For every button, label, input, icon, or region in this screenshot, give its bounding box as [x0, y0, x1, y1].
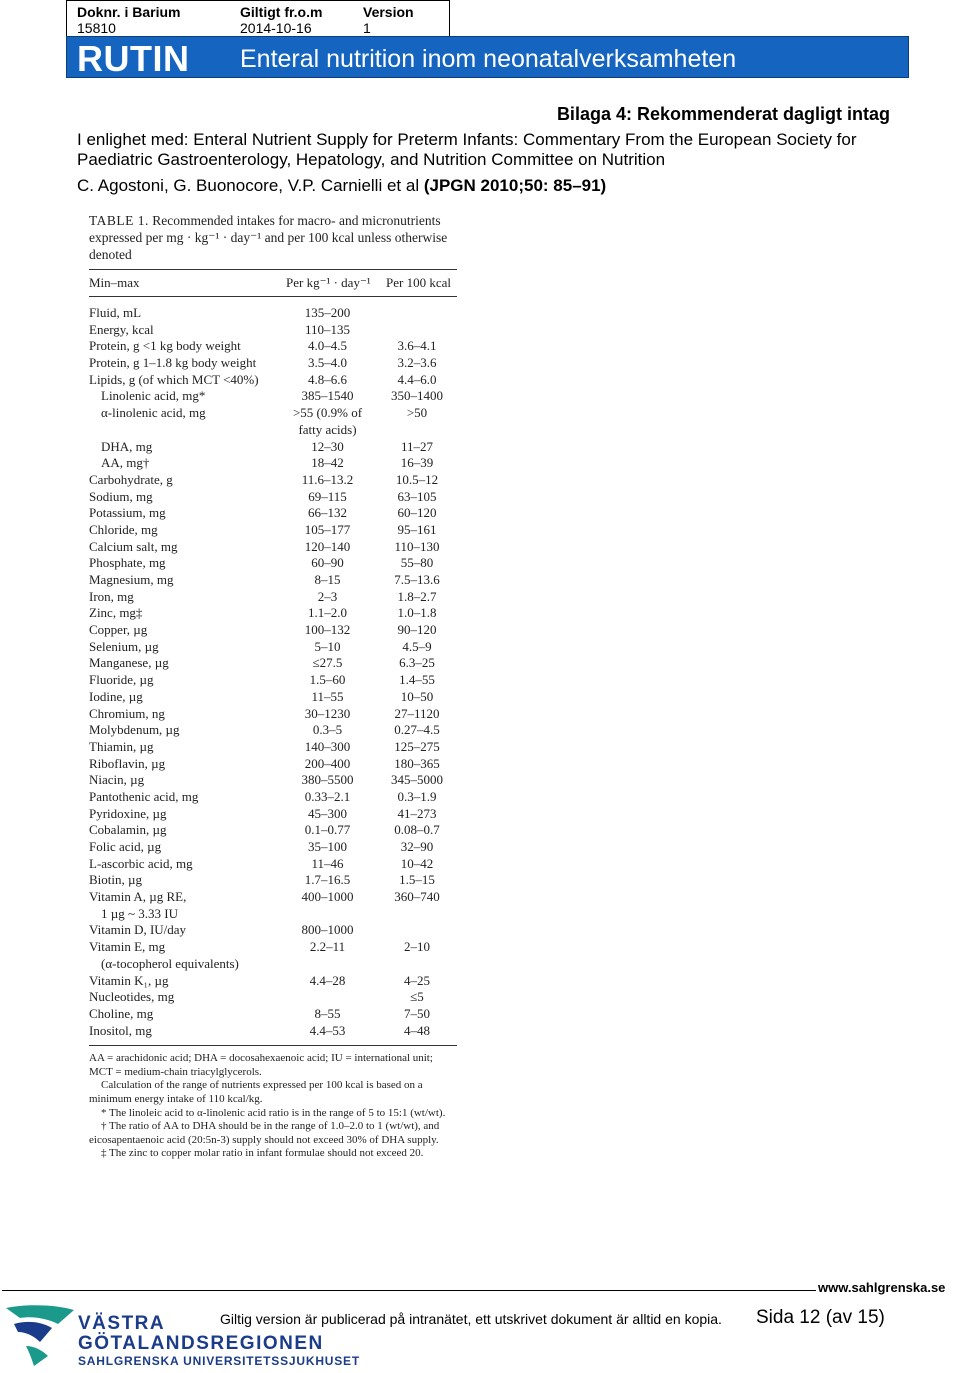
table-row [89, 305, 457, 322]
nutrient-label: Protein, g 1–1.8 kg body weight [89, 355, 257, 371]
per-100kcal-value: 345–5000 [391, 772, 443, 788]
per-kg-value: 110–135 [304, 321, 351, 337]
per-100kcal-value: 350–1400 [391, 388, 443, 404]
nutrient-label: Copper, µg [89, 622, 148, 638]
nutrient-label: Vitamin D, IU/day [89, 922, 187, 938]
table-caption-text: Recommended intakes for macro- and micronutrients expressed per mg · kg⁻¹ · day⁻¹ and per 100 kcal unless otherwise denoted [89, 213, 448, 262]
nutrient-label: Pantothenic acid, mg [89, 788, 199, 804]
per-kg-value: 0.33–2.1 [304, 788, 351, 804]
per-kg-value: 4.4–53 [309, 1022, 346, 1038]
table-row [89, 572, 457, 589]
per-100kcal-value: ≤5 [410, 989, 424, 1005]
table-row [89, 739, 457, 756]
doc-number-label: Doknr. i Barium [77, 4, 181, 20]
table-row [89, 355, 457, 372]
nutrient-label: Chromium, ng [89, 705, 165, 721]
table-caption [89, 212, 457, 263]
table-row [89, 489, 457, 506]
table-row [89, 505, 457, 522]
per-kg-value: 200–400 [304, 755, 351, 771]
nutrient-label: Inositol, mg [89, 1022, 152, 1038]
per-100kcal-value: 10–50 [400, 688, 434, 704]
table-row [89, 839, 457, 856]
per-kg-value: 35–100 [308, 839, 347, 854]
per-100kcal-value: 55–80 [400, 555, 434, 571]
column-header-per-100kcal: Per 100 kcal [386, 275, 451, 290]
per-kg-value: 1.5–60 [309, 672, 346, 688]
table-row [89, 1006, 457, 1023]
per-100kcal-value: 0.27–4.5 [394, 722, 440, 738]
nutrient-label: Biotin, µg [89, 872, 142, 888]
valid-from-label: Giltigt fr.o.m [240, 4, 323, 20]
per-kg-value: 1.1–2.0 [308, 605, 347, 621]
table-row [89, 522, 457, 539]
table-row [89, 639, 457, 656]
table-row [89, 922, 457, 939]
per-kg-value: 2.2–11 [309, 939, 346, 955]
per-100kcal-value: 1.0–1.8 [397, 605, 437, 621]
per-100kcal-value: 1.8–2.7 [397, 588, 437, 604]
table-row [89, 772, 457, 789]
per-kg-value: 11.6–13.2 [301, 471, 354, 487]
nutrient-label: Potassium, mg [89, 505, 166, 521]
table-row [89, 372, 457, 389]
table-row [89, 405, 457, 422]
nutrient-label: AA, mg† [101, 455, 150, 471]
nutrient-label: Iodine, µg [89, 688, 143, 704]
per-100kcal-value: 95–161 [397, 521, 437, 537]
per-kg-value: 4.8–6.6 [308, 371, 347, 387]
source-intro: I enlighet med: Enteral Nutrient Supply for Preterm Infants: Commentary From the European Society for Paediatric Gastroenterology, Hepatology, and Nutrition Committee on Nutrition [77, 130, 857, 169]
table-row [89, 973, 457, 990]
nutrient-label: 1 µg ~ 3.33 IU [101, 905, 178, 921]
per-kg-value: 45–300 [308, 805, 347, 821]
nutrient-label: Iron, mg [89, 588, 134, 604]
per-kg-value: 2–3 [317, 588, 338, 604]
nutrient-label: Lipids, g (of which MCT <40%) [89, 371, 259, 387]
per-100kcal-value: 3.6–4.1 [397, 338, 437, 354]
logo-swoosh-teal-lower [26, 1346, 48, 1366]
per-100kcal-value: 6.3–25 [399, 655, 435, 671]
per-100kcal-value: 27–1120 [394, 705, 440, 721]
logo-swoosh-blue [14, 1322, 52, 1342]
table-footnote: * The linoleic acid to α-linolenic acid ratio is in the range of 5 to 15:1 (wt/wt). [101, 1106, 446, 1119]
nutrient-label: Protein, g <1 kg body weight [89, 338, 241, 354]
per-100kcal-value: 0.08–0.7 [394, 822, 440, 838]
per-100kcal-value: 4–48 [404, 1022, 430, 1038]
nutrient-label: Niacin, µg [89, 772, 145, 788]
table-row [89, 622, 457, 639]
per-100kcal-value: 125–275 [394, 738, 440, 754]
per-100kcal-value: 32–90 [400, 839, 434, 854]
nutrient-label: Zinc, mg‡ [89, 605, 143, 621]
document-type: RUTIN [77, 38, 190, 79]
per-100kcal-value: 41–273 [397, 805, 437, 821]
table-row [89, 872, 457, 889]
per-kg-value: ≤27.5 [312, 655, 343, 671]
per-100kcal-value: 0.3–1.9 [397, 788, 437, 804]
nutrient-label: Selenium, µg [89, 638, 159, 654]
nutrient-label: Magnesium, mg [89, 572, 174, 587]
table-footnote: † The ratio of AA to DHA should be in the range of 1.0–2.0 to 1 (wt/wt), and eicosapentaenoic acid (20:5n-3) supply should not exceed 30% of DHA supply. [89, 1120, 440, 1146]
nutrient-table [89, 212, 457, 1161]
per-100kcal-value: 10.5–12 [395, 471, 439, 487]
footer-notice: Giltig version är publicerad på intranätet, ett utskrivet dokument är alltid en kopia. [220, 1311, 722, 1327]
per-kg-value: 8–15 [314, 572, 341, 587]
column-header-range: Min–max [89, 275, 140, 290]
per-100kcal-value: 1.5–15 [399, 872, 435, 888]
nutrient-label: Phosphate, mg [89, 555, 166, 571]
table-row [89, 939, 457, 956]
per-100kcal-value: 360–740 [394, 889, 440, 905]
column-header-per-kg: Per kg⁻¹ · day⁻¹ [286, 275, 371, 290]
table-footnote: Calculation of the range of nutrients expressed per 100 kcal is based on a minimum energy intake of 110 kcal/kg. [89, 1079, 423, 1106]
table-row [89, 338, 457, 355]
nutrient-label: Vitamin K₁, µg [89, 972, 169, 988]
logo-swoosh-teal [6, 1305, 74, 1324]
nutrient-label: Thiamin, µg [89, 738, 154, 754]
nutrient-label: Molybdenum, µg [89, 722, 180, 738]
per-100kcal-value: 110–130 [394, 538, 440, 554]
table-row [89, 472, 457, 489]
per-kg-value: 105–177 [304, 521, 351, 537]
table-row [89, 439, 457, 456]
nutrient-label: Carbohydrate, g [89, 471, 173, 487]
per-100kcal-value: 4–25 [404, 972, 430, 988]
nutrient-label: L-ascorbic acid, mg [89, 855, 193, 871]
nutrient-label: Calcium salt, mg [89, 538, 178, 554]
per-kg-value: 5–10 [314, 638, 341, 654]
table-row [89, 422, 457, 439]
per-kg-value: 380–5500 [301, 772, 354, 788]
org-name-line1: VÄSTRA [78, 1313, 166, 1334]
table-footnotes [89, 1046, 457, 1161]
per-kg-value: 0.1–0.77 [304, 822, 351, 838]
table-row [89, 388, 457, 405]
org-name-line3: SAHLGRENSKA UNIVERSITETSSJUKHUSET [78, 1354, 360, 1368]
per-kg-value: 4.4–28 [309, 972, 346, 988]
document-meta-box [66, 0, 450, 36]
per-kg-value: 18–42 [311, 455, 344, 471]
per-kg-value: 69–115 [308, 488, 347, 504]
per-kg-value: 800–1000 [301, 922, 354, 938]
nutrient-label: Sodium, mg [89, 488, 153, 504]
nutrient-label: Fluid, mL [89, 305, 142, 320]
table-row [89, 856, 457, 873]
org-name-line2: GÖTALANDSREGIONEN [78, 1333, 324, 1354]
per-kg-value: 3.5–4.0 [308, 355, 347, 371]
per-100kcal-value: 10–42 [400, 855, 434, 871]
table-row [89, 806, 457, 823]
per-100kcal-value: 16–39 [400, 455, 434, 471]
per-100kcal-value: >50 [406, 405, 428, 421]
table-row [89, 706, 457, 723]
table-body [89, 297, 457, 1039]
table-row [89, 789, 457, 806]
per-kg-value: 140–300 [304, 738, 351, 754]
table-header [89, 270, 457, 296]
table-row [89, 455, 457, 472]
per-100kcal-value: 180–365 [394, 755, 440, 771]
footer-url[interactable]: www.sahlgrenska.se [818, 1280, 946, 1295]
nutrient-label: Vitamin E, mg [89, 939, 166, 955]
table-footnote: AA = arachidonic acid; DHA = docosahexaenoic acid; IU = international unit; MCT = medium-chain triacylglycerols. [89, 1052, 433, 1078]
nutrient-label: Fluoride, µg [89, 672, 154, 688]
nutrient-label: Cobalamin, µg [89, 822, 167, 838]
table-row [89, 655, 457, 672]
per-kg-value: 135–200 [304, 305, 351, 320]
per-100kcal-value: 4.4–6.0 [397, 371, 437, 387]
table-row [89, 722, 457, 739]
per-kg-value: fatty acids) [298, 421, 357, 437]
author-list: C. Agostoni, G. Buonocore, V.P. Carnielli et al [77, 176, 420, 195]
table-row [89, 589, 457, 606]
per-100kcal-value: 4.5–9 [402, 638, 432, 654]
table-row [89, 1023, 457, 1040]
per-kg-value: 400–1000 [301, 889, 354, 905]
per-100kcal-value: 7.5–13.6 [394, 572, 440, 587]
per-kg-value: >55 (0.9% of [292, 405, 363, 421]
per-kg-value: 100–132 [304, 622, 351, 638]
nutrient-label: Chloride, mg [89, 521, 158, 537]
nutrient-label: Pyridoxine, µg [89, 805, 167, 821]
per-100kcal-value: 3.2–3.6 [397, 355, 437, 371]
nutrient-label: α-linolenic acid, mg [101, 405, 206, 421]
per-100kcal-value: 90–120 [397, 622, 437, 638]
nutrient-label: Manganese, µg [89, 655, 169, 671]
journal-reference: (JPGN 2010;50: 85–91) [423, 176, 607, 195]
table-row [89, 605, 457, 622]
footer-rule [2, 1290, 816, 1291]
per-kg-value: 120–140 [304, 538, 351, 554]
table-row [89, 539, 457, 556]
table-row [89, 689, 457, 706]
nutrient-label: Vitamin A, µg RE, [89, 889, 187, 905]
nutrient-label: Linolenic acid, mg* [101, 388, 206, 404]
page-number: Sida 12 (av 15) [756, 1307, 885, 1328]
table-row [89, 555, 457, 572]
per-100kcal-value: 1.4–55 [399, 672, 435, 688]
valid-from-value: 2014-10-16 [240, 20, 312, 36]
per-kg-value: 30–1230 [304, 705, 351, 721]
per-kg-value: 11–55 [311, 688, 344, 704]
per-kg-value: 60–90 [311, 555, 344, 571]
table-footnote: ‡ The zinc to copper molar ratio in infant formulae should not exceed 20. [101, 1147, 424, 1160]
table-row [89, 756, 457, 773]
nutrient-label: (α-tocopherol equivalents) [101, 955, 239, 971]
nutrient-label: Energy, kcal [89, 321, 154, 337]
table-row [89, 989, 457, 1006]
table-row [89, 822, 457, 839]
nutrient-label: Folic acid, µg [89, 839, 162, 854]
per-kg-value: 1.7–16.5 [304, 872, 351, 888]
document-title: Enteral nutrition inom neonatalverksamheten [240, 45, 737, 73]
per-kg-value: 12–30 [311, 438, 344, 454]
table-caption-label: TABLE 1. [89, 213, 149, 228]
title-bar [66, 36, 909, 78]
per-kg-value: 385–1540 [301, 388, 354, 404]
nutrient-label: Nucleotides, mg [89, 989, 175, 1005]
nutrient-label: Choline, mg [89, 1005, 154, 1021]
per-kg-value: 4.0–4.5 [308, 338, 347, 354]
per-100kcal-value: 2–10 [404, 939, 430, 955]
per-100kcal-value: 60–120 [397, 505, 437, 521]
table-row [89, 672, 457, 689]
per-100kcal-value: 63–105 [397, 488, 437, 504]
table-row [89, 906, 457, 923]
doc-number-value: 15810 [77, 20, 116, 36]
table-row [89, 322, 457, 339]
vgr-logo-icon [4, 1302, 76, 1368]
source-authors [77, 176, 606, 196]
table-row [89, 889, 457, 906]
version-value: 1 [363, 20, 371, 36]
per-kg-value: 11–46 [311, 855, 344, 871]
per-kg-value: 0.3–5 [312, 722, 343, 738]
appendix-heading: Bilaga 4: Rekommenderat dagligt intag [556, 104, 890, 124]
per-kg-value: 8–55 [314, 1005, 341, 1021]
per-kg-value: 66–132 [308, 505, 347, 521]
table-row [89, 956, 457, 973]
nutrient-label: DHA, mg [101, 438, 153, 454]
per-100kcal-value: 7–50 [404, 1005, 430, 1021]
per-100kcal-value: 11–27 [400, 438, 434, 454]
nutrient-label: Riboflavin, µg [89, 755, 166, 771]
version-label: Version [363, 4, 414, 20]
